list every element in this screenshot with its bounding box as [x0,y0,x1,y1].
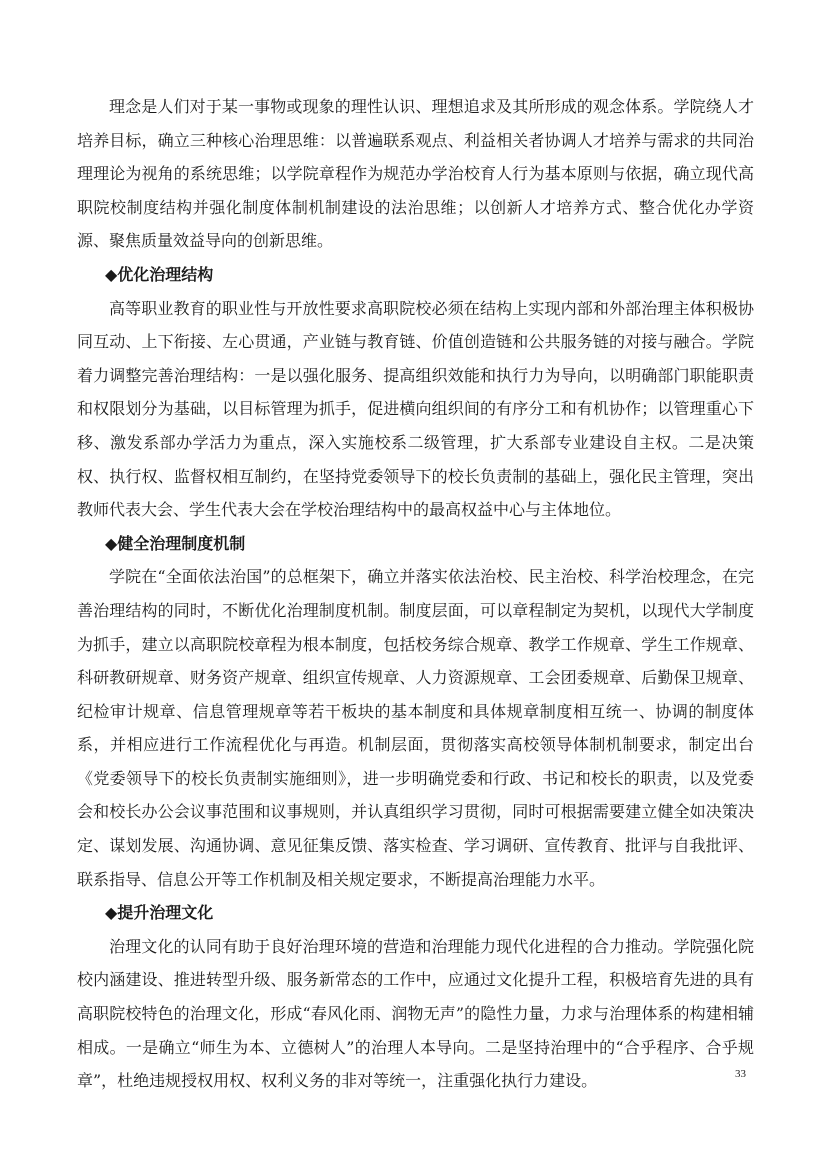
paragraph-culture: 治理文化的认同有助于良好治理环境的营造和治理能力现代化进程的合力推动。学院强化院校内涵建设、推进转型升级、服务新常态的工作中，应通过文化提升工程，积极培育先进的具有高职院校特色的治理文化，形成“春风化雨、润物无声”的隐性力量，力求与治理体系的构建相辅相成。一是确立“师生为本、立德树人”的治理人本导向。二是坚持治理中的“合乎程序、合乎规章”，杜绝违规授权用权、权利义务的非对等统一，注重强化执行力建设。 [77,936,754,1091]
paragraph-concept: 理念是人们对于某一事物或现象的理性认识、理想追求及其所形成的观念体系。学院绕人才培养目标，确立三种核心治理思维：以普遍联系观点、利益相关者协调人才培养与需求的共同治理理论为视角的系统思维；以学院章程作为规范办学治校育人行为基本原则与依据，确立现代高职院校制度结构并强化制度体制机制建设的法治思维；以创新人才培养方式、整合优化办学资源、聚焦质量效益导向的创新思维。 [77,97,754,251]
page-number: 33 [735,1068,746,1080]
paragraph-institution: 学院在“全面依法治国”的总框架下，确立并落实依法治校、民主治校、科学治校理念，在完善治理结构的同时，不断优化治理制度机制。制度层面，可以章程制定为契机，以现代大学制度为抓手，建立以高职院校章程为根本制度，包括校务综合规章、教学工作规章、学生工作规章、科研教研规章、财务资产规章、组织宣传规章、人力资源规章、工会团委规章、后勤保卫规章、纪检审计规章、信息管理规章等若干板块的基本制度和具体规章制度相互统一、协调的制度体系，并相应进行工作流程优化与再造。机制层面，贯彻落实高校领导体制机制要求，制定出台《党委领导下的校长负责制实施细则》，进一步明确党委和行政、书记和校长的职责，以及党委会和校长办公会议事范围和议事规则，并认真组织学习贯彻，同时可根据需要建立健全如决策决定、谋划发展、沟通协调、意见征集反馈、落实检查、学习调研、宣传教育、批评与自我批评、联系指导、信息公开等工作机制及相关规定要求，不断提高治理能力水平。 [77,567,754,889]
paragraph-structure: 高等职业教育的职业性与开放性要求高职院校必须在结构上实现内部和外部治理主体积极协同互动、上下衔接、左心贯通，产业链与教育链、价值创造链和公共服务链的对接与融合。学院着力调整完善治理结构：一是以强化服务、提高组织效能和执行力为导向，以明确部门职能职责和权限划分为基础，以目标管理为抓手，促进横向组织间的有序分工和有机协作；以管理重心下移、激发系部办学活力为重点，深入实施校系二级管理，扩大系部专业建设自主权。二是决策权、执行权、监督权相互制约，在坚持党委领导下的校长负责制的基础上，强化民主管理，突出教师代表大会、学生代表大会在学校治理结构中的最高权益中心与主体地位。 [77,298,754,520]
section-heading-institution-mechanism: ◆健全治理制度机制 [105,533,246,553]
section-heading-optimize-structure: ◆优化治理结构 [105,264,214,284]
section-heading-governance-culture: ◆提升治理文化 [105,903,214,923]
document-body [77,90,754,1098]
